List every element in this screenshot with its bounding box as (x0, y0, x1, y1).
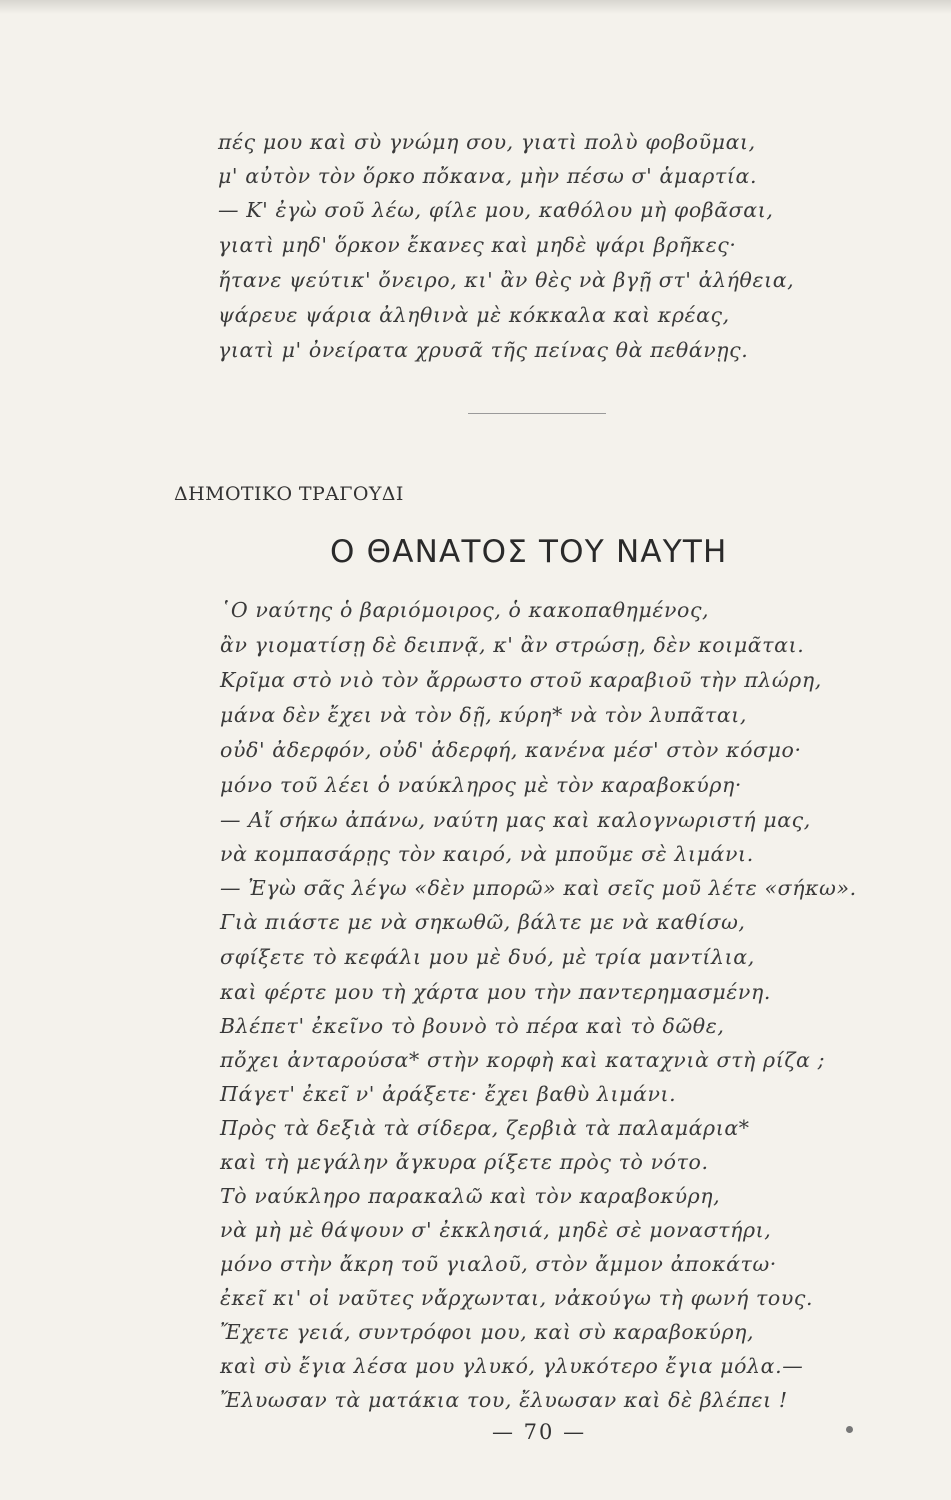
verse-line: μάνα δὲν ἔχει νὰ τὸν δῇ, κύρη* νὰ τὸν λυπᾶται, (220, 703, 748, 727)
verse-line: ἐκεῖ κι' οἱ ναῦτες νἄρχωνται, νἀκούγω τὴ φωνή τους. (220, 1286, 814, 1310)
verse-line: μ' αὐτὸν τὸν ὅρκο πὄκανα, μὴν πέσω σ' ἁμαρτία. (218, 164, 758, 188)
verse-line: Κρῖμα στὸ νιὸ τὸν ἄρρωστο στοῦ καραβιοῦ τὴν πλώρη, (220, 668, 822, 692)
verse-line: Γιὰ πιάστε με νὰ σηκωθῶ, βάλτε με νὰ καθίσω, (220, 910, 746, 934)
verse-line: ἂν γιοματίσῃ δὲ δειπνᾷ, κ' ἂν στρώσῃ, δὲν κοιμᾶται. (220, 633, 805, 657)
verse-line: ψάρευε ψάρια ἀληθινὰ μὲ κόκκαλα καὶ κρέας, (218, 303, 730, 327)
verse-line: — Κ' ἐγὼ σοῦ λέω, φίλε μου, καθόλου μὴ φοβᾶσαι, (218, 198, 774, 222)
verse-line: Τὸ ναύκληρο παρακαλῶ καὶ τὸν καραβοκύρη, (220, 1184, 721, 1208)
verse-line: καὶ τὴ μεγάλην ἄγκυρα ρίξετε πρὸς τὸ νότο. (220, 1150, 709, 1174)
verse-line: ἤτανε ψεύτικ' ὄνειρο, κι' ἂν θὲς νὰ βγῇ στ' ἀλήθεια, (218, 268, 795, 292)
page-number: — 70 — (492, 1420, 587, 1444)
verse-line: — Αἴ σήκω ἀπάνω, ναύτη μας καὶ καλογνωριστή μας, (220, 808, 811, 832)
ink-speck (846, 1426, 853, 1433)
verse-line: Ἔχετε γειά, συντρόφοι μου, καὶ σὺ καραβοκύρη, (220, 1320, 755, 1344)
verse-line: μόνο στὴν ἄκρη τοῦ γιαλοῦ, στὸν ἄμμον ἀποκάτω· (220, 1252, 777, 1276)
verse-line: ῾Ο ναύτης ὁ βαριόμοιρος, ὁ κακοπαθημένος, (220, 598, 710, 622)
poem-title: Ο ΘΑΝΑΤΟΣ ΤΟΥ ΝΑΥΤΗ (330, 534, 728, 570)
page-top-edge (0, 0, 951, 14)
verse-line: γιατὶ μηδ' ὅρκον ἔκανες καὶ μηδὲ ψάρι βρῆκες· (218, 233, 737, 257)
verse-line: — Ἐγὼ σᾶς λέγω «δὲν μπορῶ» καὶ σεῖς μοῦ λέτε «σήκω». (220, 876, 857, 900)
verse-line: Πρὸς τὰ δεξιὰ τὰ σίδερα, ζερβιὰ τὰ παλαμάρια* (220, 1116, 750, 1140)
verse-line: μόνο τοῦ λέει ὁ ναύκληρος μὲ τὸν καραβοκύρη· (220, 773, 742, 797)
section-label: ΔΗΜΟΤΙΚΟ ΤΡΑΓΟΥΔΙ (174, 483, 404, 505)
section-divider (468, 413, 606, 414)
verse-line: Ἔλυωσαν τὰ ματάκια του, ἔλυωσαν καὶ δὲ βλέπει ! (220, 1388, 788, 1412)
verse-line: νὰ κομπασάρῃς τὸν καιρό, νὰ μποῦμε σὲ λιμάνι. (220, 842, 754, 866)
verse-line: καὶ σὺ ἔγια λέσα μου γλυκό, γλυκότερο ἔγια μόλα.— (220, 1354, 804, 1378)
verse-line: πές μου καὶ σὺ γνώμη σου, γιατὶ πολὺ φοβοῦμαι, (218, 130, 756, 154)
verse-line: νὰ μὴ μὲ θάψουν σ' ἐκκλησιά, μηδὲ σὲ μοναστήρι, (220, 1218, 772, 1242)
verse-line: καὶ φέρτε μου τὴ χάρτα μου τὴν παντερημασμένη. (220, 980, 771, 1004)
verse-line: οὐδ' ἀδερφόν, οὐδ' ἀδερφή, κανένα μέσ' στὸν κόσμο· (220, 738, 802, 762)
verse-line: γιατὶ μ' ὀνείρατα χρυσᾶ τῆς πείνας θὰ πεθάνῃς. (218, 338, 749, 362)
verse-line: σφίξετε τὸ κεφάλι μου μὲ δυό, μὲ τρία μαντίλια, (220, 945, 755, 969)
verse-line: Βλέπετ' ἐκεῖνο τὸ βουνὸ τὸ πέρα καὶ τὸ δῶθε, (220, 1014, 725, 1038)
verse-line: πὄχει ἀνταρούσα* στὴν κορφὴ καὶ καταχνιὰ στὴ ρίζα ; (220, 1048, 826, 1072)
verse-line: Πάγετ' ἐκεῖ ν' ἀράξετε· ἔχει βαθὺ λιμάνι. (220, 1082, 677, 1106)
